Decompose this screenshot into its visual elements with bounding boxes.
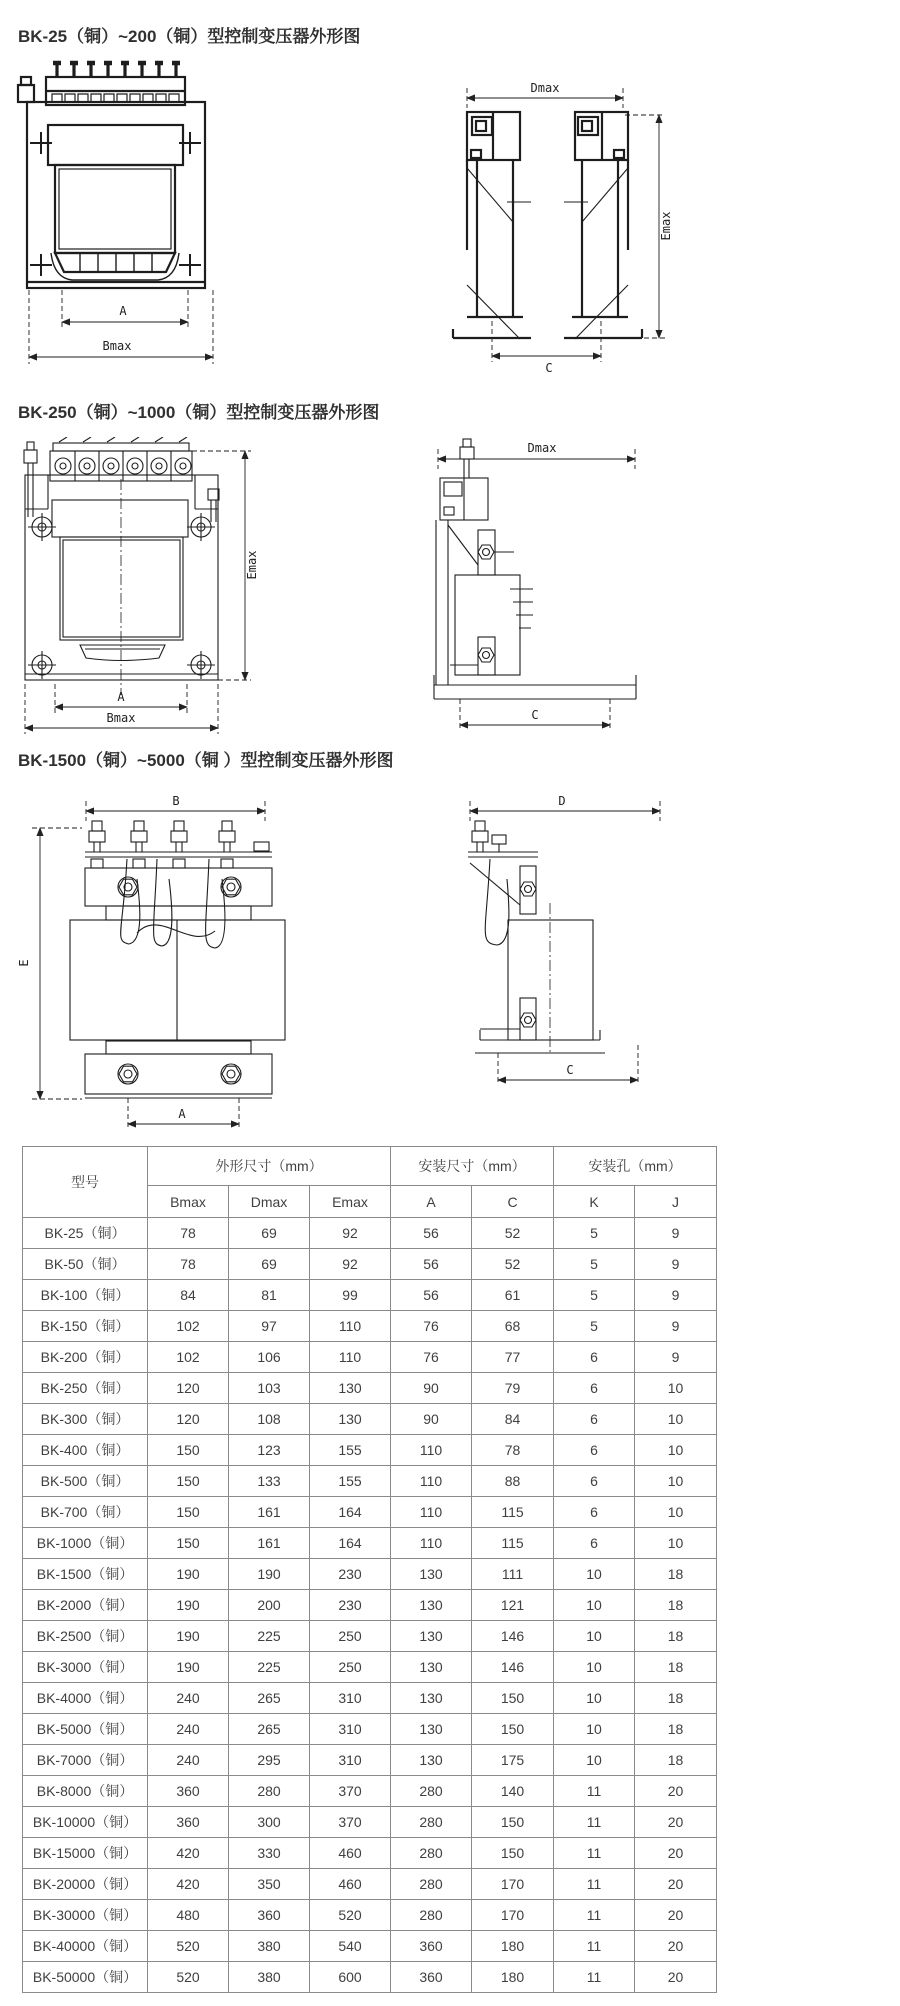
value-cell: 300 [229, 1807, 310, 1838]
model-cell: BK-700（铜） [23, 1497, 148, 1528]
value-cell: 69 [229, 1249, 310, 1280]
value-cell: 295 [229, 1745, 310, 1776]
model-cell: BK-200（铜） [23, 1342, 148, 1373]
value-cell: 6 [554, 1497, 635, 1528]
value-cell: 11 [554, 1869, 635, 1900]
value-cell: 56 [391, 1218, 472, 1249]
table-row [23, 1218, 717, 1249]
table-row [23, 1435, 717, 1466]
value-cell: 370 [310, 1776, 391, 1807]
value-cell: 155 [310, 1435, 391, 1466]
value-cell: 99 [310, 1280, 391, 1311]
value-cell: 380 [229, 1962, 310, 1993]
section3-heading: BK-1500（铜）~5000（铜 ）型控制变压器外形图 [18, 751, 394, 770]
value-cell: 150 [472, 1683, 554, 1714]
value-cell: 9 [635, 1249, 717, 1280]
model-cell: BK-20000（铜） [23, 1869, 148, 1900]
model-cell: BK-40000（铜） [23, 1931, 148, 1962]
col-header-k: K [554, 1186, 635, 1218]
value-cell: 6 [554, 1466, 635, 1497]
lead-wire-loop [485, 859, 509, 945]
table-row [23, 1962, 717, 1993]
value-cell: 102 [148, 1342, 229, 1373]
table-row [23, 1683, 717, 1714]
value-cell: 10 [635, 1435, 717, 1466]
value-cell: 520 [148, 1931, 229, 1962]
value-cell: 11 [554, 1962, 635, 1993]
value-cell: 130 [391, 1745, 472, 1776]
value-cell: 130 [391, 1590, 472, 1621]
value-cell: 130 [391, 1621, 472, 1652]
value-cell: 78 [148, 1249, 229, 1280]
model-cell: BK-30000（铜） [23, 1900, 148, 1931]
table-row [23, 1807, 717, 1838]
value-cell: 110 [391, 1435, 472, 1466]
value-cell: 18 [635, 1714, 717, 1745]
table-row [23, 1869, 717, 1900]
value-cell: 92 [310, 1218, 391, 1249]
dim-label-bmax: Bmax [102, 339, 132, 353]
value-cell: 230 [310, 1590, 391, 1621]
value-cell: 115 [472, 1528, 554, 1559]
value-cell: 130 [391, 1714, 472, 1745]
table-row [23, 1931, 717, 1962]
value-cell: 56 [391, 1249, 472, 1280]
table-row [23, 1311, 717, 1342]
value-cell: 130 [391, 1683, 472, 1714]
value-cell: 76 [391, 1342, 472, 1373]
dim-label-c: C [531, 708, 539, 722]
value-cell: 56 [391, 1280, 472, 1311]
dim-label-a: A [178, 1107, 186, 1121]
lamination-hatch-marks [510, 589, 533, 628]
table-row [23, 1621, 717, 1652]
transformer-front-drawing [24, 437, 219, 695]
value-cell: 520 [310, 1900, 391, 1931]
dim-label-emax: Emax [245, 550, 259, 580]
model-cell: BK-5000（铜） [23, 1714, 148, 1745]
value-cell: 420 [148, 1838, 229, 1869]
value-cell: 480 [148, 1900, 229, 1931]
value-cell: 150 [148, 1497, 229, 1528]
value-cell: 18 [635, 1621, 717, 1652]
fig3-side-dimensions [470, 794, 660, 1085]
table-row [23, 1714, 717, 1745]
table-row [23, 1497, 717, 1528]
table-row [23, 1466, 717, 1497]
value-cell: 76 [391, 1311, 472, 1342]
value-cell: 6 [554, 1404, 635, 1435]
value-cell: 170 [472, 1900, 554, 1931]
value-cell: 120 [148, 1404, 229, 1435]
lead-wire-loop [154, 859, 172, 946]
model-cell: BK-100（铜） [23, 1280, 148, 1311]
value-cell: 20 [635, 1900, 717, 1931]
value-cell: 10 [635, 1404, 717, 1435]
dim-label-bmax: Bmax [106, 711, 136, 725]
dim-label-emax: Emax [659, 211, 673, 241]
lead-wire-loop [121, 859, 140, 944]
value-cell: 97 [229, 1311, 310, 1342]
model-cell: BK-50（铜） [23, 1249, 148, 1280]
value-cell: 280 [229, 1776, 310, 1807]
value-cell: 11 [554, 1807, 635, 1838]
value-cell: 5 [554, 1311, 635, 1342]
value-cell: 20 [635, 1931, 717, 1962]
value-cell: 20 [635, 1962, 717, 1993]
dim-label-dmax: Dmax [527, 441, 557, 455]
value-cell: 265 [229, 1683, 310, 1714]
value-cell: 520 [148, 1962, 229, 1993]
model-cell: BK-500（铜） [23, 1466, 148, 1497]
model-cell: BK-7000（铜） [23, 1745, 148, 1776]
value-cell: 240 [148, 1683, 229, 1714]
value-cell: 130 [391, 1559, 472, 1590]
value-cell: 190 [148, 1652, 229, 1683]
value-cell: 9 [635, 1311, 717, 1342]
value-cell: 81 [229, 1280, 310, 1311]
value-cell: 330 [229, 1838, 310, 1869]
value-cell: 90 [391, 1404, 472, 1435]
value-cell: 110 [310, 1342, 391, 1373]
value-cell: 164 [310, 1528, 391, 1559]
value-cell: 161 [229, 1528, 310, 1559]
value-cell: 240 [148, 1714, 229, 1745]
value-cell: 11 [554, 1900, 635, 1931]
dim-label-b: B [172, 794, 180, 808]
value-cell: 6 [554, 1342, 635, 1373]
model-cell: BK-250（铜） [23, 1373, 148, 1404]
col-header-model: 型号 [23, 1147, 148, 1218]
fig2-front-view [15, 437, 265, 745]
value-cell: 5 [554, 1218, 635, 1249]
value-cell: 10 [554, 1652, 635, 1683]
value-cell: 380 [229, 1931, 310, 1962]
value-cell: 150 [148, 1528, 229, 1559]
value-cell: 170 [472, 1869, 554, 1900]
col-header-dmax: Dmax [229, 1186, 310, 1218]
value-cell: 20 [635, 1776, 717, 1807]
value-cell: 78 [472, 1435, 554, 1466]
model-cell: BK-2500（铜） [23, 1621, 148, 1652]
model-cell: BK-1000（铜） [23, 1528, 148, 1559]
value-cell: 540 [310, 1931, 391, 1962]
value-cell: 10 [554, 1745, 635, 1776]
value-cell: 460 [310, 1838, 391, 1869]
value-cell: 115 [472, 1497, 554, 1528]
value-cell: 20 [635, 1838, 717, 1869]
table-row [23, 1776, 717, 1807]
table-row [23, 1342, 717, 1373]
value-cell: 310 [310, 1683, 391, 1714]
table-row [23, 1249, 717, 1280]
value-cell: 146 [472, 1652, 554, 1683]
value-cell: 225 [229, 1621, 310, 1652]
value-cell: 225 [229, 1652, 310, 1683]
table-row [23, 1900, 717, 1931]
spec-table-body [23, 1218, 717, 1993]
table-row [23, 1528, 717, 1559]
value-cell: 190 [148, 1621, 229, 1652]
col-header-outline-dims: 外形尺寸（mm） [148, 1147, 391, 1186]
value-cell: 250 [310, 1652, 391, 1683]
value-cell: 150 [148, 1466, 229, 1497]
table-row [23, 1652, 717, 1683]
value-cell: 140 [472, 1776, 554, 1807]
value-cell: 150 [472, 1838, 554, 1869]
col-header-bmax: Bmax [148, 1186, 229, 1218]
model-cell: BK-400（铜） [23, 1435, 148, 1466]
col-header-j: J [635, 1186, 717, 1218]
value-cell: 52 [472, 1249, 554, 1280]
value-cell: 6 [554, 1528, 635, 1559]
table-row [23, 1373, 717, 1404]
model-cell: BK-4000（铜） [23, 1683, 148, 1714]
value-cell: 360 [148, 1807, 229, 1838]
value-cell: 280 [391, 1869, 472, 1900]
value-cell: 6 [554, 1435, 635, 1466]
value-cell: 110 [310, 1311, 391, 1342]
value-cell: 52 [472, 1218, 554, 1249]
model-cell: BK-1500（铜） [23, 1559, 148, 1590]
model-cell: BK-3000（铜） [23, 1652, 148, 1683]
value-cell: 123 [229, 1435, 310, 1466]
lead-wire-cross [137, 925, 215, 937]
value-cell: 130 [391, 1652, 472, 1683]
value-cell: 18 [635, 1559, 717, 1590]
value-cell: 120 [148, 1373, 229, 1404]
transformer-front-drawing [18, 63, 205, 288]
col-header-c: C [472, 1186, 554, 1218]
dim-label-d: D [558, 794, 566, 808]
value-cell: 10 [635, 1373, 717, 1404]
value-cell: 190 [148, 1590, 229, 1621]
value-cell: 230 [310, 1559, 391, 1590]
value-cell: 9 [635, 1342, 717, 1373]
fig1-front-dimensions [29, 290, 213, 364]
fig3-front-dimensions [17, 794, 265, 1129]
value-cell: 9 [635, 1280, 717, 1311]
value-cell: 79 [472, 1373, 554, 1404]
spec-table [22, 1146, 717, 1993]
fig1-front-view [10, 50, 240, 370]
fig2-side-dimensions [438, 441, 635, 729]
table-row [23, 1745, 717, 1776]
value-cell: 161 [229, 1497, 310, 1528]
value-cell: 103 [229, 1373, 310, 1404]
value-cell: 146 [472, 1621, 554, 1652]
value-cell: 360 [148, 1776, 229, 1807]
value-cell: 78 [148, 1218, 229, 1249]
value-cell: 280 [391, 1807, 472, 1838]
value-cell: 360 [391, 1962, 472, 1993]
value-cell: 110 [391, 1466, 472, 1497]
col-header-mounting-dims: 安装尺寸（mm） [391, 1147, 554, 1186]
table-row [23, 1280, 717, 1311]
value-cell: 360 [391, 1931, 472, 1962]
value-cell: 20 [635, 1869, 717, 1900]
value-cell: 200 [229, 1590, 310, 1621]
value-cell: 150 [148, 1435, 229, 1466]
value-cell: 18 [635, 1652, 717, 1683]
value-cell: 155 [310, 1466, 391, 1497]
value-cell: 121 [472, 1590, 554, 1621]
dim-label-dmax: Dmax [530, 81, 560, 95]
value-cell: 10 [554, 1714, 635, 1745]
terminal-slash-marks [59, 437, 187, 442]
value-cell: 18 [635, 1745, 717, 1776]
table-group-header-row [23, 1147, 717, 1186]
value-cell: 240 [148, 1745, 229, 1776]
value-cell: 9 [635, 1218, 717, 1249]
value-cell: 180 [472, 1962, 554, 1993]
value-cell: 280 [391, 1776, 472, 1807]
value-cell: 150 [472, 1807, 554, 1838]
value-cell: 250 [310, 1621, 391, 1652]
value-cell: 68 [472, 1311, 554, 1342]
model-cell: BK-150（铜） [23, 1311, 148, 1342]
value-cell: 310 [310, 1745, 391, 1776]
value-cell: 460 [310, 1869, 391, 1900]
value-cell: 102 [148, 1311, 229, 1342]
value-cell: 164 [310, 1497, 391, 1528]
value-cell: 10 [635, 1466, 717, 1497]
value-cell: 10 [554, 1621, 635, 1652]
fig1-side-details [467, 168, 628, 339]
value-cell: 90 [391, 1373, 472, 1404]
value-cell: 20 [635, 1807, 717, 1838]
model-cell: BK-15000（铜） [23, 1838, 148, 1869]
model-cell: BK-300（铜） [23, 1404, 148, 1435]
value-cell: 69 [229, 1218, 310, 1249]
value-cell: 10 [635, 1528, 717, 1559]
transformer-side-drawing [434, 439, 636, 699]
table-row [23, 1404, 717, 1435]
model-cell: BK-25（铜） [23, 1218, 148, 1249]
value-cell: 110 [391, 1528, 472, 1559]
value-cell: 190 [229, 1559, 310, 1590]
value-cell: 10 [554, 1590, 635, 1621]
model-cell: BK-10000（铜） [23, 1807, 148, 1838]
dim-label-a: A [117, 690, 125, 704]
section2-heading: BK-250（铜）~1000（铜）型控制变压器外形图 [18, 403, 380, 422]
fig3-front-view [10, 783, 320, 1135]
value-cell: 10 [554, 1559, 635, 1590]
col-header-a: A [391, 1186, 472, 1218]
value-cell: 108 [229, 1404, 310, 1435]
table-row [23, 1838, 717, 1869]
model-cell: BK-2000（铜） [23, 1590, 148, 1621]
value-cell: 133 [229, 1466, 310, 1497]
section1-heading: BK-25（铜）~200（铜）型控制变压器外形图 [18, 27, 361, 46]
value-cell: 310 [310, 1714, 391, 1745]
dim-label-c: C [545, 361, 553, 375]
value-cell: 88 [472, 1466, 554, 1497]
value-cell: 6 [554, 1373, 635, 1404]
value-cell: 84 [148, 1280, 229, 1311]
value-cell: 370 [310, 1807, 391, 1838]
transformer-front-drawing [70, 821, 285, 1098]
table-row [23, 1559, 717, 1590]
dim-label-c: C [566, 1063, 574, 1077]
model-cell: BK-50000（铜） [23, 1962, 148, 1993]
table-row [23, 1590, 717, 1621]
model-cell: BK-8000（铜） [23, 1776, 148, 1807]
value-cell: 5 [554, 1280, 635, 1311]
value-cell: 280 [391, 1900, 472, 1931]
value-cell: 11 [554, 1838, 635, 1869]
value-cell: 10 [635, 1497, 717, 1528]
value-cell: 130 [310, 1404, 391, 1435]
value-cell: 92 [310, 1249, 391, 1280]
value-cell: 150 [472, 1714, 554, 1745]
value-cell: 350 [229, 1869, 310, 1900]
dim-label-e: E [17, 959, 31, 967]
value-cell: 61 [472, 1280, 554, 1311]
fig3-side-view [420, 783, 670, 1135]
value-cell: 106 [229, 1342, 310, 1373]
value-cell: 360 [229, 1900, 310, 1931]
col-header-mounting-holes: 安装孔（mm） [554, 1147, 717, 1186]
col-header-emax: Emax [310, 1186, 391, 1218]
value-cell: 130 [310, 1373, 391, 1404]
value-cell: 10 [554, 1683, 635, 1714]
value-cell: 180 [472, 1931, 554, 1962]
value-cell: 280 [391, 1838, 472, 1869]
value-cell: 77 [472, 1342, 554, 1373]
value-cell: 84 [472, 1404, 554, 1435]
value-cell: 175 [472, 1745, 554, 1776]
value-cell: 111 [472, 1559, 554, 1590]
dim-label-a: A [119, 304, 127, 318]
value-cell: 110 [391, 1497, 472, 1528]
value-cell: 600 [310, 1962, 391, 1993]
value-cell: 190 [148, 1559, 229, 1590]
fig1-side-view [425, 50, 675, 380]
value-cell: 11 [554, 1931, 635, 1962]
value-cell: 18 [635, 1590, 717, 1621]
value-cell: 5 [554, 1249, 635, 1280]
value-cell: 420 [148, 1869, 229, 1900]
value-cell: 265 [229, 1714, 310, 1745]
transformer-side-drawing [468, 821, 605, 1055]
fig2-side-view [430, 437, 650, 737]
value-cell: 11 [554, 1776, 635, 1807]
transformer-side-drawing [453, 112, 642, 338]
value-cell: 18 [635, 1683, 717, 1714]
